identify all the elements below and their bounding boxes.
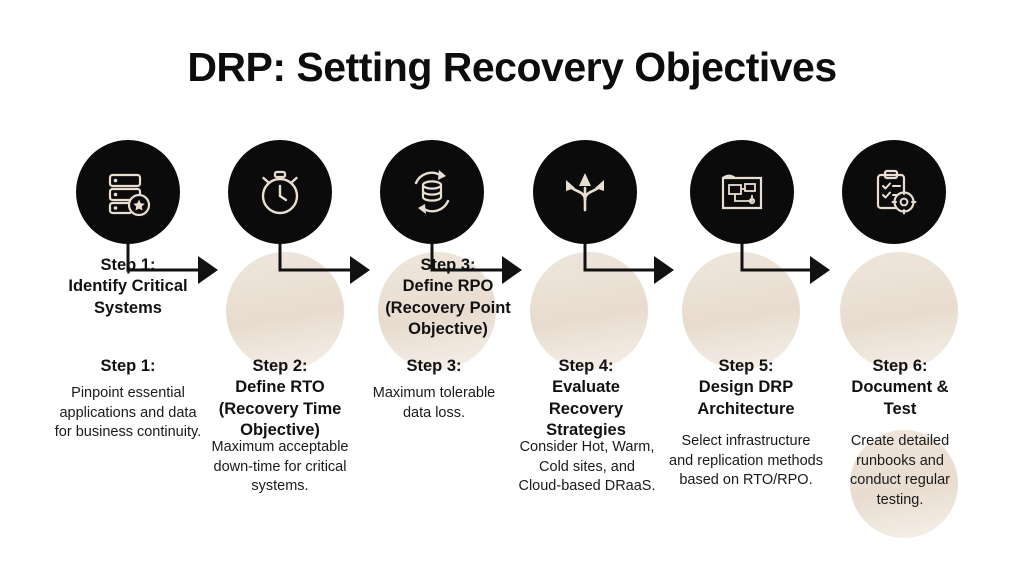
step-4-circle (533, 140, 637, 244)
step-6-label-group (838, 356, 962, 420)
clipboard-gear-icon (866, 164, 922, 220)
step-2-description: Maximum acceptable down-time for critical systems. (211, 439, 349, 495)
step-4-heading: Evaluate Recovery Strategies (546, 378, 626, 440)
step-node-1[interactable] (76, 140, 180, 244)
step-4-description: Consider Hot, Warm, Cold sites, and Cloud-based DRaaS. (518, 439, 656, 495)
step-5-label: Step 5: (718, 357, 774, 375)
decorative-blob-1 (226, 252, 344, 370)
step-node-3[interactable] (380, 140, 484, 244)
step-5-circle (690, 140, 794, 244)
step-1-top-title: Identify Critical Systems (68, 277, 188, 317)
step-6-heading: Document & Test (851, 378, 949, 418)
blueprint-icon (714, 164, 770, 220)
step-5-heading: Design DRP Architecture (697, 378, 795, 418)
step-2-heading: Define RTO (Recovery Time Objective) (218, 378, 342, 440)
step-3-label: Step 3: (406, 357, 462, 375)
step-1-top-label-group (66, 255, 190, 319)
step-3-description: Maximum tolerable data loss. (372, 385, 496, 421)
step-5-label-group (676, 356, 816, 420)
stopwatch-icon (252, 164, 308, 220)
step-6-circle (842, 140, 946, 244)
step-1-description: Pinpoint essential applications and data for business continuity. (54, 385, 202, 441)
step-3-top-label: Step 3: (420, 256, 476, 274)
step-6-description: Create detailed runbooks and conduct regular testing. (850, 433, 950, 508)
step-5-description: Select infrastructure and replication methods based on RTO/RPO. (669, 433, 823, 489)
decorative-blob-3 (530, 252, 648, 370)
step-2-label: Step 2: (252, 357, 308, 375)
step-2-circle (228, 140, 332, 244)
step-node-6[interactable] (842, 140, 946, 244)
step-4-label-group (520, 356, 652, 442)
step-4-label: Step 4: (558, 357, 614, 375)
server-star-icon (100, 164, 156, 220)
step-3-top-label-group (372, 255, 524, 341)
step-1-label: Step 1: (100, 357, 156, 375)
arrows-branching-icon (557, 164, 613, 220)
page-title: DRP: Setting Recovery Objectives (187, 44, 837, 90)
step-node-4[interactable] (533, 140, 637, 244)
database-sync-icon (404, 164, 460, 220)
step-3-circle (380, 140, 484, 244)
step-1-top-label: Step 1: (100, 256, 156, 274)
step-node-2[interactable] (228, 140, 332, 244)
step-3-top-title: Define RPO (Recovery Point Objective) (385, 277, 511, 339)
step-1-circle (76, 140, 180, 244)
decorative-blob-5 (840, 252, 958, 370)
step-2-label-group (212, 356, 348, 442)
decorative-blob-4 (682, 252, 800, 370)
step-6-label: Step 6: (872, 357, 928, 375)
step-node-5[interactable] (690, 140, 794, 244)
